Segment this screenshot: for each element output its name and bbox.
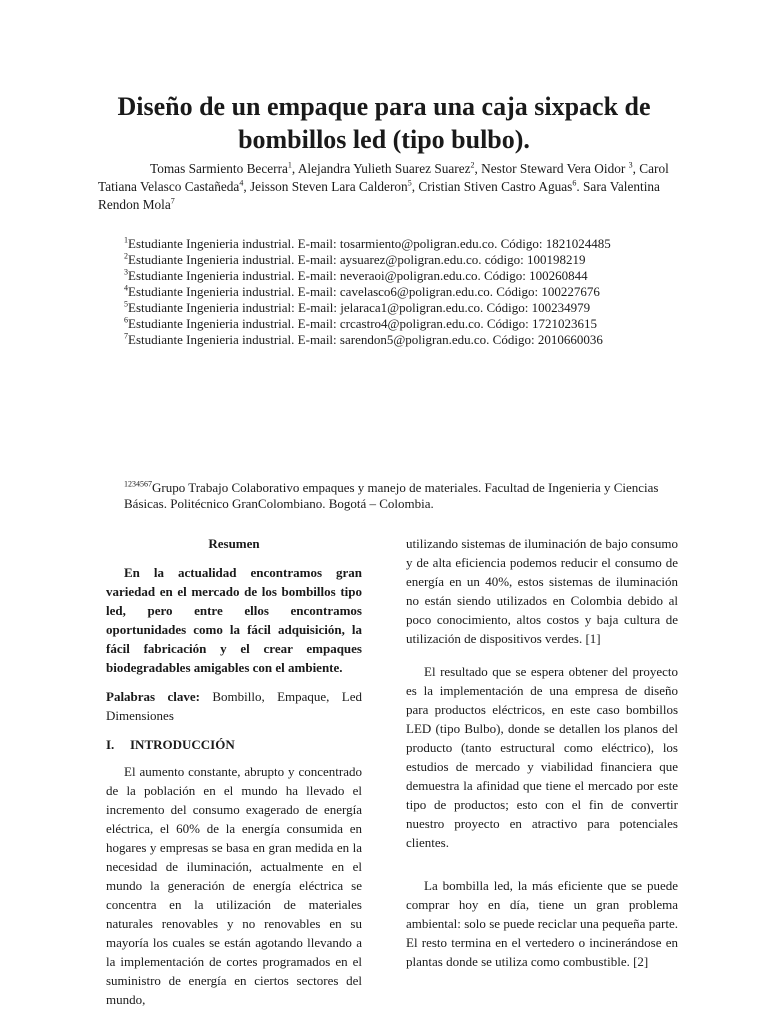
author-name: Nestor Steward Vera Oidor	[481, 161, 629, 176]
author-name: Sara Valentina Rendon Mola	[98, 179, 660, 212]
affiliation-item	[124, 236, 654, 252]
abstract-heading: Resumen	[208, 536, 260, 551]
author-separator: ,	[632, 161, 640, 176]
section-number: I.	[106, 737, 115, 752]
affiliation-mark: 2	[124, 251, 128, 261]
keywords-label: Palabras clave:	[106, 689, 200, 704]
research-group	[124, 480, 664, 512]
body-paragraph: El resultado que se espera obtener del proyecto es la implementación de una empresa de diseño para productos eléctricos, en este caso bombillos LED (tipo Bulbo), donde se detallen los planos del producto (tanto estructural como eléctrico), los estudios de mercado y viabilidad financiera que demuestra la afinidad que tiene el mercado por este tipo de productos; esto con el fin de convertir nuestro proyecto en atractivo para potenciales clientes.	[406, 664, 678, 850]
affiliation-mark: 4	[124, 283, 128, 293]
affiliation-text: Estudiante Ingenieria industrial. E-mail: tosarmiento@poligran.edu.co. Código: 1821024485	[128, 236, 611, 251]
author-separator: ,	[291, 161, 298, 176]
keywords-text: Bombillo, Empaque, Led Dimensiones	[106, 689, 363, 723]
body-paragraph: La bombilla led, la más eficiente que se puede comprar hoy en día, tiene un gran problema ambiental: solo se puede reciclar una pequeña parte. El resto termina en el vertedero o incinerándose en plantas donde se utiliza como combustible. [2]	[406, 878, 678, 969]
author-list	[98, 160, 678, 214]
affiliation-text: Estudiante Ingenieria industrial. E-mail: aysuarez@poligran.edu.co. código: 100198219	[128, 252, 586, 267]
author-separator: ,	[243, 179, 250, 194]
author-mark: 7	[170, 196, 175, 206]
author-name: Cristian Stiven Castro Aguas	[418, 179, 573, 194]
author-mark: 5	[407, 178, 412, 188]
left-column	[106, 534, 362, 1009]
keywords	[106, 687, 362, 725]
group-marks: 1234567	[124, 479, 152, 489]
paper-title	[80, 90, 688, 156]
author-name: Alejandra Yulieth Suarez Suarez	[297, 161, 471, 176]
title-line-1: Diseño de un empaque para una caja sixpack de	[117, 92, 651, 121]
author-mark: 6	[572, 178, 577, 188]
title-line-2: bombillos led (tipo bulbo).	[238, 125, 530, 154]
affiliation-mark: 5	[124, 299, 128, 309]
affiliation-text: Estudiante Ingenieria industrial. E-mail: neveraoi@poligran.edu.co. Código: 100260844	[128, 268, 588, 283]
affiliation-mark: 7	[124, 331, 128, 341]
author-mark: 2	[470, 160, 475, 170]
affiliation-text: Estudiante Ingenieria industrial. E-mail: cavelasco6@poligran.edu.co. Código: 100227676	[128, 284, 600, 299]
affiliation-text: Estudiante Ingenieria industrial: E-mail: jelaraca1@poligran.edu.co. Código: 100234979	[128, 300, 591, 315]
author-mark: 1	[287, 160, 292, 170]
affiliation-text: Estudiante Ingenieria industrial. E-mail: crcastro4@poligran.edu.co. Código: 1721023615	[128, 316, 598, 331]
right-column	[406, 534, 678, 971]
author-separator: .	[576, 179, 584, 194]
section-heading	[106, 735, 362, 754]
section-title: INTRODUCCIÓN	[130, 737, 235, 752]
affiliation-list	[124, 236, 654, 348]
author-name: Carol Tatiana Velasco Castañeda	[98, 161, 669, 194]
affiliation-item	[124, 268, 654, 284]
affiliation-text: Estudiante Ingenieria industrial. E-mail: sarendon5@poligran.edu.co. Código: 2010660036	[128, 332, 603, 347]
affiliation-mark: 1	[124, 235, 128, 245]
body-paragraph: utilizando sistemas de iluminación de bajo consumo y de alta eficiencia podemos reducir el consumo de energía en un 40%, estos sistemas de iluminación no están siendo utilizados en Colombia debido al poco conocimiento, altos costos y baja cultura de utilización de dispositivos verdes. [1]	[406, 536, 678, 646]
author-mark: 4	[239, 178, 244, 188]
affiliation-item	[124, 332, 654, 348]
affiliation-item	[124, 252, 654, 268]
affiliation-item	[124, 316, 654, 332]
author-mark: 3	[628, 160, 633, 170]
author-separator: ,	[411, 179, 419, 194]
affiliation-item	[124, 284, 654, 300]
affiliation-mark: 3	[124, 267, 128, 277]
intro-paragraph: El aumento constante, abrupto y concentrado de la población en el mundo ha llevado el incremento del consumo exagerado de energía eléctrica, el 60% de la energía consumida en hogares y empresas se basa en gran medida en la necesidad de iluminación, actualmente en el mundo la generación de energía eléctrica se concentra en la utilización de materiales naturales renovables y no renovables en su mayoría los cuales se están agotando llevando a la implementación de cortes programados en el suministro de energía en ciertos sectores del mundo,	[106, 764, 362, 1007]
affiliation-item	[124, 300, 654, 316]
group-text: Grupo Trabajo Colaborativo empaques y manejo de materiales. Facultad de Ingenieria y Ciencias Básicas. Politécnico GranColombiano. Bogotá – Colombia.	[124, 480, 659, 511]
author-name: Jeisson Steven Lara Calderon	[250, 179, 408, 194]
abstract-text: En la actualidad encontramos gran variedad en el mercado de los bombillos tipo led, pero entre ellos encontramos oportunidades como la fácil adquisición, la fácil fabricación y el crear empaques biodegradables amigables con el ambiente.	[106, 565, 362, 675]
author-separator: ,	[474, 161, 482, 176]
affiliation-mark: 6	[124, 315, 128, 325]
author-name: Tomas Sarmiento Becerra	[150, 161, 288, 176]
